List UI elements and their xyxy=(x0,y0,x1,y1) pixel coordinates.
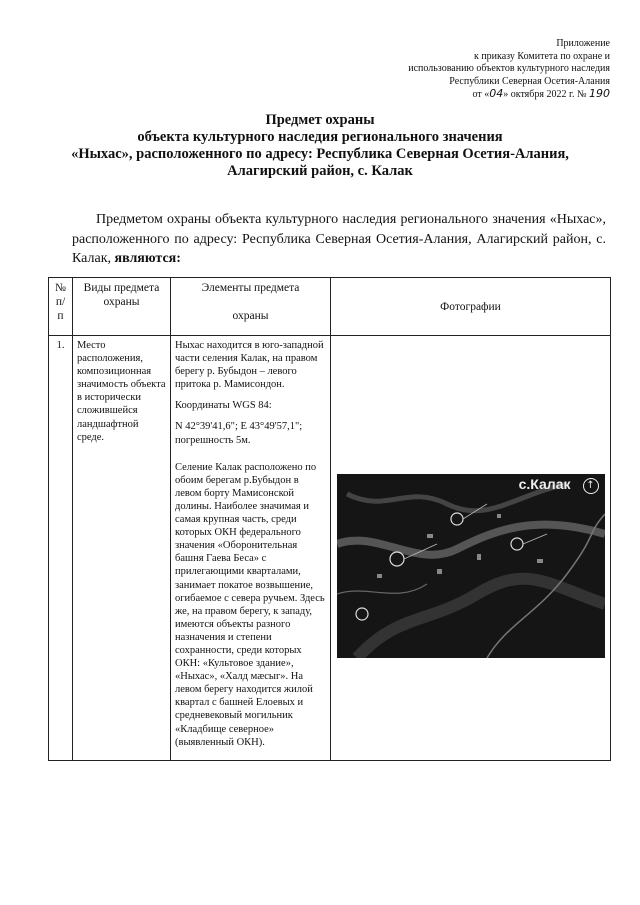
satellite-photo xyxy=(337,474,605,658)
header-elements xyxy=(171,278,331,336)
element-description: Селение Калак расположено по обоим берегам р.Бубыдон в левом борту Мамисонской долины. Наиболее значимая и самая крупная часть, среди которых ОКН федерального значения «Оборонительная башня Гаева Беса» с прилегающими кварталами, занимает покатое возвышение, огибаемое с севера ручьем. Здесь же, на правом берегу, к западу, имеются объекты разного назначения и степени сохранности, среди которых ОКН: «Культовое здание», «Ныхас», «Халд мæсыг». На левом берегу находится жилой квартал с башней Елоевых и средневековый могильник «Кладбище северное» (выявленный ОКН). xyxy=(175,461,325,748)
title-line-2: объекта культурного наследия регионального значения xyxy=(137,129,503,145)
row-photo xyxy=(331,336,611,761)
row-num: 1. xyxy=(49,336,73,761)
title-line-4: Алагирский район, с. Калак xyxy=(227,163,413,179)
appendix-line-2: к приказу Комитета по охране и xyxy=(473,50,610,62)
row-types: Место расположения, композиционная значимость объекта в исторически сложившейся ландшафтной среде. xyxy=(73,336,171,761)
appendix-line-4: Республики Северная Осетия-Алания xyxy=(449,75,610,87)
document-title xyxy=(40,112,600,180)
appendix-line-5 xyxy=(310,88,610,102)
appendix-line-1: Приложение xyxy=(556,38,610,49)
photo-caption: с.Калак xyxy=(518,476,571,492)
north-arrow-icon: ↑ xyxy=(583,478,599,494)
header-elements-line-1: Элементы предмета xyxy=(201,282,300,294)
header-photo xyxy=(331,278,611,336)
title-line-1: Предмет охраны xyxy=(265,112,375,128)
row-elements xyxy=(171,336,331,761)
header-photo-label: Фотографии xyxy=(440,300,501,313)
header-num: № п/п xyxy=(49,278,73,336)
intro-bold: являются: xyxy=(114,251,181,266)
protection-table xyxy=(48,277,611,761)
table-row xyxy=(49,336,611,761)
photo-container xyxy=(335,474,606,662)
table-header-row xyxy=(49,278,611,336)
appendix-line-3: использованию объектов культурного наследия xyxy=(408,63,610,74)
header-types: Виды предмета охраны xyxy=(73,278,171,336)
intro-paragraph xyxy=(72,210,606,269)
element-coords: N 42°39'41,6"; E 43°49'57,1"; погрешность 5м. xyxy=(175,421,303,446)
terrain-map-image xyxy=(337,474,605,658)
title-line-3: «Ныхас», расположенного по адресу: Республика Северная Осетия-Алания, xyxy=(71,146,569,162)
element-location: Ныхас находится в юго-западной части селения Калак, на правом берегу р. Бубыдон – левого притока р. Мамисондон. xyxy=(175,340,324,391)
element-coords-label: Координаты WGS 84: xyxy=(175,400,272,412)
intro-text: Предметом охраны объекта культурного наследия регионального значения «Ныхас», расположенного по адресу: Республика Северная Осетия-Алания, Алагирский район, с. Калак, xyxy=(72,212,606,266)
header-elements-line-2: охраны xyxy=(232,310,269,322)
order-number-handwritten: 190 xyxy=(589,87,610,100)
order-date-prefix: от « xyxy=(472,89,490,100)
appendix-header xyxy=(310,38,610,102)
order-date-middle: » октября 2022 г. № xyxy=(503,89,589,100)
order-day-handwritten: 04 xyxy=(489,87,504,100)
